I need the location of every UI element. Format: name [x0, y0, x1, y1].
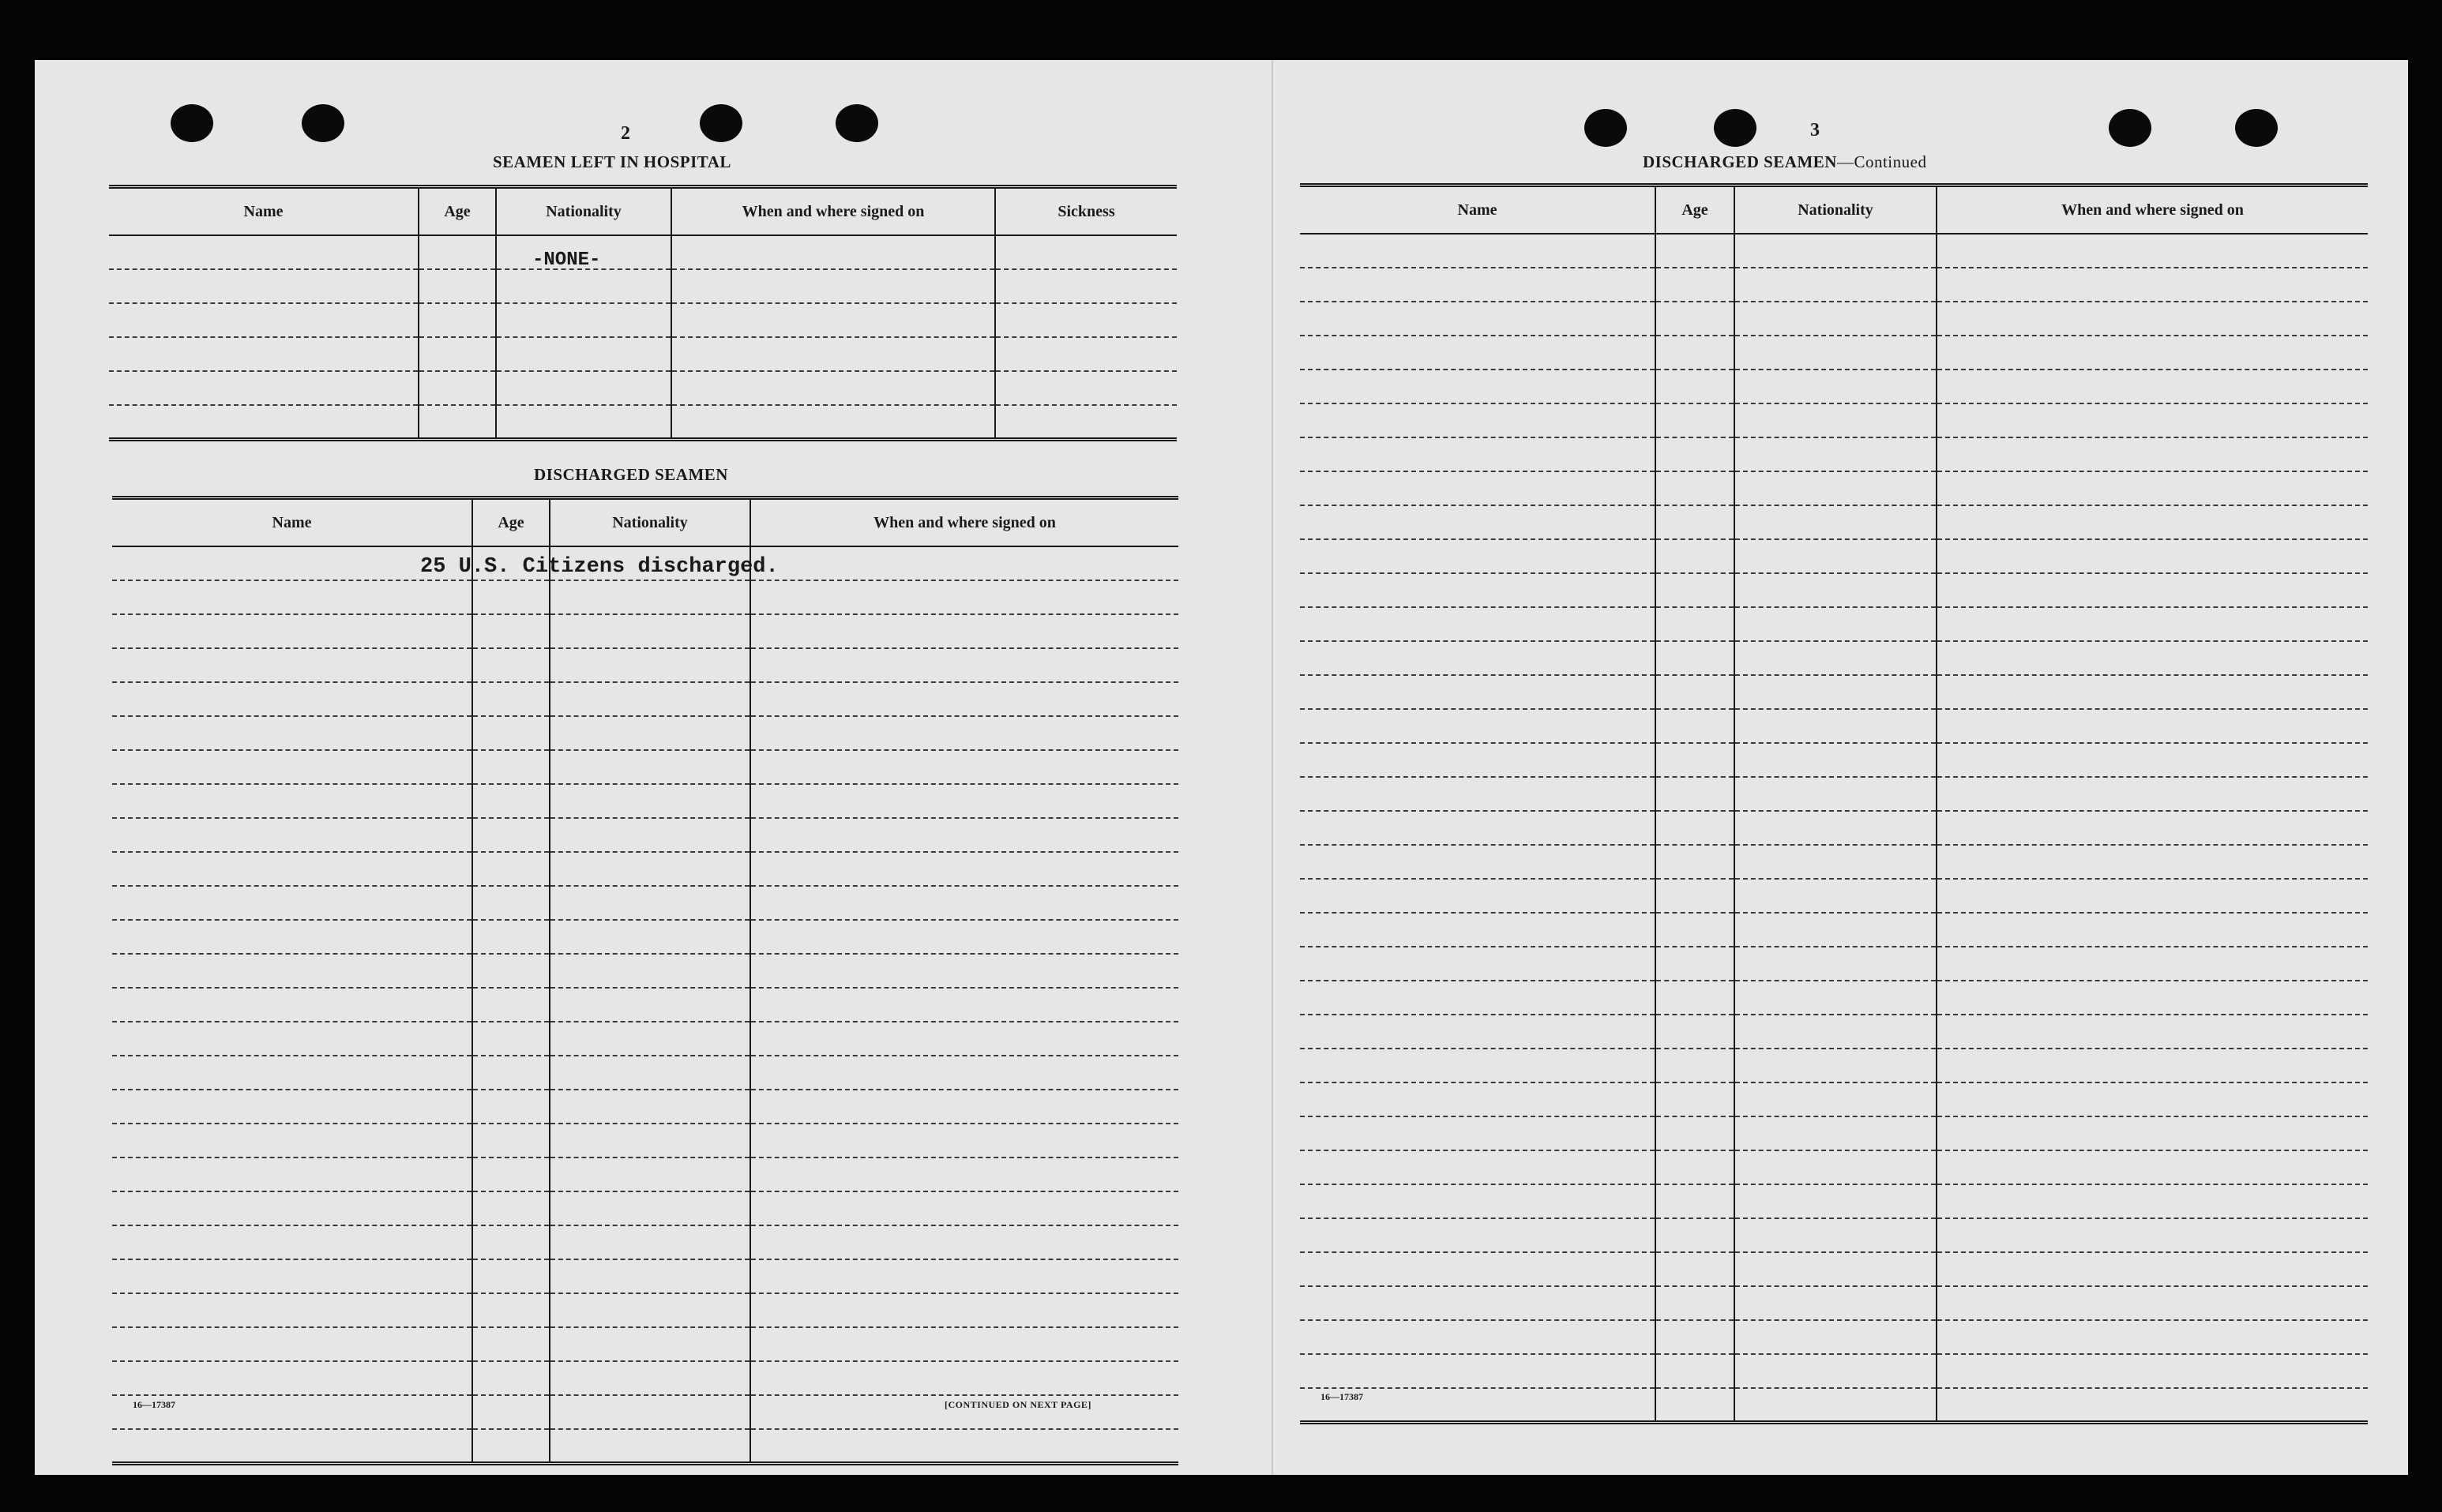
- discharged-section-title: DISCHARGED SEAMEN: [534, 465, 728, 484]
- column-header-name: Name: [112, 498, 472, 547]
- column-header-nationality: Nationality: [496, 187, 671, 236]
- column-header-signed-on: When and where signed on: [1937, 186, 2368, 234]
- column-header-sickness: Sickness: [995, 187, 1177, 236]
- hospital-entry-none: -NONE-: [532, 249, 601, 271]
- form-number: 16—17387: [133, 1399, 175, 1410]
- discharged-entry: 25 U.S. Citizens discharged.: [420, 555, 779, 579]
- punch-hole: [2109, 109, 2151, 147]
- punch-hole: [1714, 109, 1756, 147]
- page-number: 2: [621, 123, 630, 144]
- punch-hole: [171, 104, 213, 142]
- column-header-age: Age: [1655, 186, 1734, 234]
- discharged-continued-title-text: DISCHARGED SEAMEN: [1643, 152, 1837, 171]
- continued-suffix: —Continued: [1836, 152, 1927, 171]
- column-header-name: Name: [1300, 186, 1655, 234]
- hospital-section-title: SEAMEN LEFT IN HOSPITAL: [493, 152, 731, 171]
- discharged-continued-table: [1300, 183, 2368, 1424]
- hospital-table: [109, 185, 1177, 441]
- punch-hole: [1584, 109, 1627, 147]
- page-number: 3: [1810, 120, 1820, 141]
- form-number: 16—17387: [1321, 1391, 1363, 1402]
- discharged-continued-title: [1643, 152, 1926, 172]
- discharged-table: [112, 496, 1178, 1465]
- page-fold: [1272, 60, 1273, 1475]
- continued-note: [CONTINUED ON NEXT PAGE]: [945, 1399, 1091, 1410]
- column-header-signed-on: When and where signed on: [671, 187, 995, 236]
- column-header-nationality: Nationality: [550, 498, 750, 547]
- column-header-signed-on: When and where signed on: [750, 498, 1178, 547]
- punch-hole: [2235, 109, 2278, 147]
- punch-hole: [836, 104, 878, 142]
- column-header-age: Age: [419, 187, 496, 236]
- punch-hole: [302, 104, 344, 142]
- punch-hole: [700, 104, 742, 142]
- column-header-nationality: Nationality: [1734, 186, 1937, 234]
- column-header-age: Age: [472, 498, 550, 547]
- document-sheet: [35, 60, 2408, 1475]
- column-header-name: Name: [109, 187, 419, 236]
